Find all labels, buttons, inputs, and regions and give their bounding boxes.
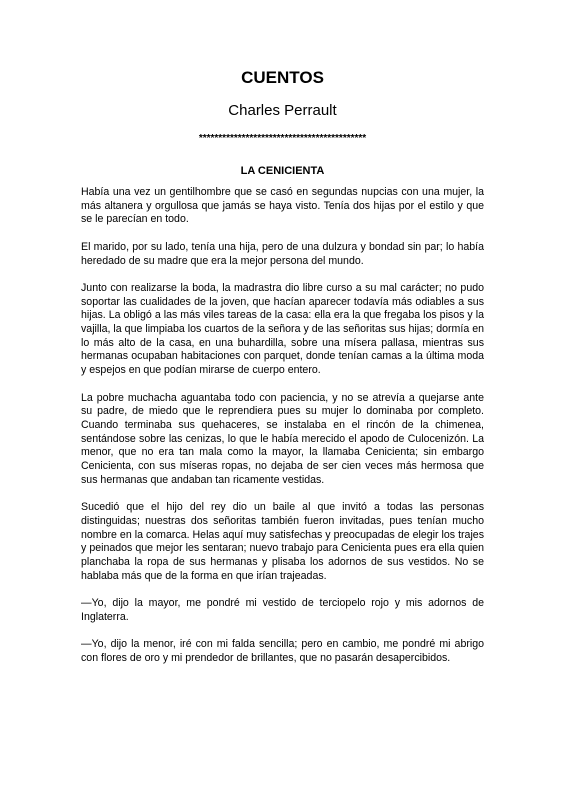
- paragraph: —Yo, dijo la mayor, me pondré mi vestido de terciopelo rojo y mis adornos de Inglaterra.: [81, 597, 484, 623]
- paragraph: La pobre muchacha aguantaba todo con paciencia, y no se atrevía a quejarse ante su padre, de miedo que le reprendiera pues su mujer lo dominaba por completo. Cuando terminaba sus quehaceres, se instalaba en el rincón de la chimenea, sentándose sobre las cenizas, lo que le había merecido el apodo de Culocenizón. La menor, que no era tan mala como la mayor, la llamaba Cenicienta; sin embargo Cenicienta, con sus míseras ropas, no dejaba de ser cien veces más hermosa que sus hermanas que andaban tan ricamente vestidas.: [81, 391, 484, 486]
- paragraph: Junto con realizarse la boda, la madrastra dio libre curso a su mal carácter; no pudo soportar las cualidades de la joven, que hacían aparecer todavía más odiables a sus hijas. La obligó a las más viles tareas de la casa: ella era la que fregaba los pisos y la vajilla, la que limpiaba los cuartos de la señora y de las señoritas sus hijas; dormía en lo más alto de la casa, en una buhardilla, sobre una mísera pallasa, mientras sus hermanas ocupaban habitaciones con parquet, donde tenían camas a la última moda y espejos en que podían mirarse de cuerpo entero.: [81, 281, 484, 377]
- story-body: [81, 186, 484, 679]
- author-name: Charles Perrault: [228, 102, 337, 119]
- separator-line: *******************************************: [198, 133, 367, 144]
- book-title: CUENTOS: [241, 68, 324, 87]
- paragraph: El marido, por su lado, tenía una hija, pero de una dulzura y bondad sin par; lo había heredado de su madre que era la mejor persona del mundo.: [81, 240, 484, 267]
- paragraph: —Yo, dijo la menor, iré con mi falda sencilla; pero en cambio, me pondré mi abrigo con flores de oro y mi prendedor de brillantes, que no pasarán desapercibidos.: [81, 638, 484, 664]
- paragraph: Había una vez un gentilhombre que se casó en segundas nupcias con una mujer, la más altanera y orgullosa que jamás se haya visto. Tenía dos hijas por el estilo y que se le parecían en todo.: [81, 186, 484, 226]
- story-title: LA CENICIENTA: [240, 165, 325, 177]
- paragraph: Sucedió que el hijo del rey dio un baile al que invitó a todas las personas distinguidas; nuestras dos señoritas también fueron invitadas, pues tenían mucho nombre en la comarca. Helas aquí muy satisfechas y preocupadas de elegir los trajes y peinados que mejor les sentaran; nuevo trabajo para Cenicienta pues era ella quien planchaba la ropa de sus hermanas y plisaba los adornos de sus vestidos. No se hablaba más que de la forma en que irían trajeadas.: [81, 501, 484, 582]
